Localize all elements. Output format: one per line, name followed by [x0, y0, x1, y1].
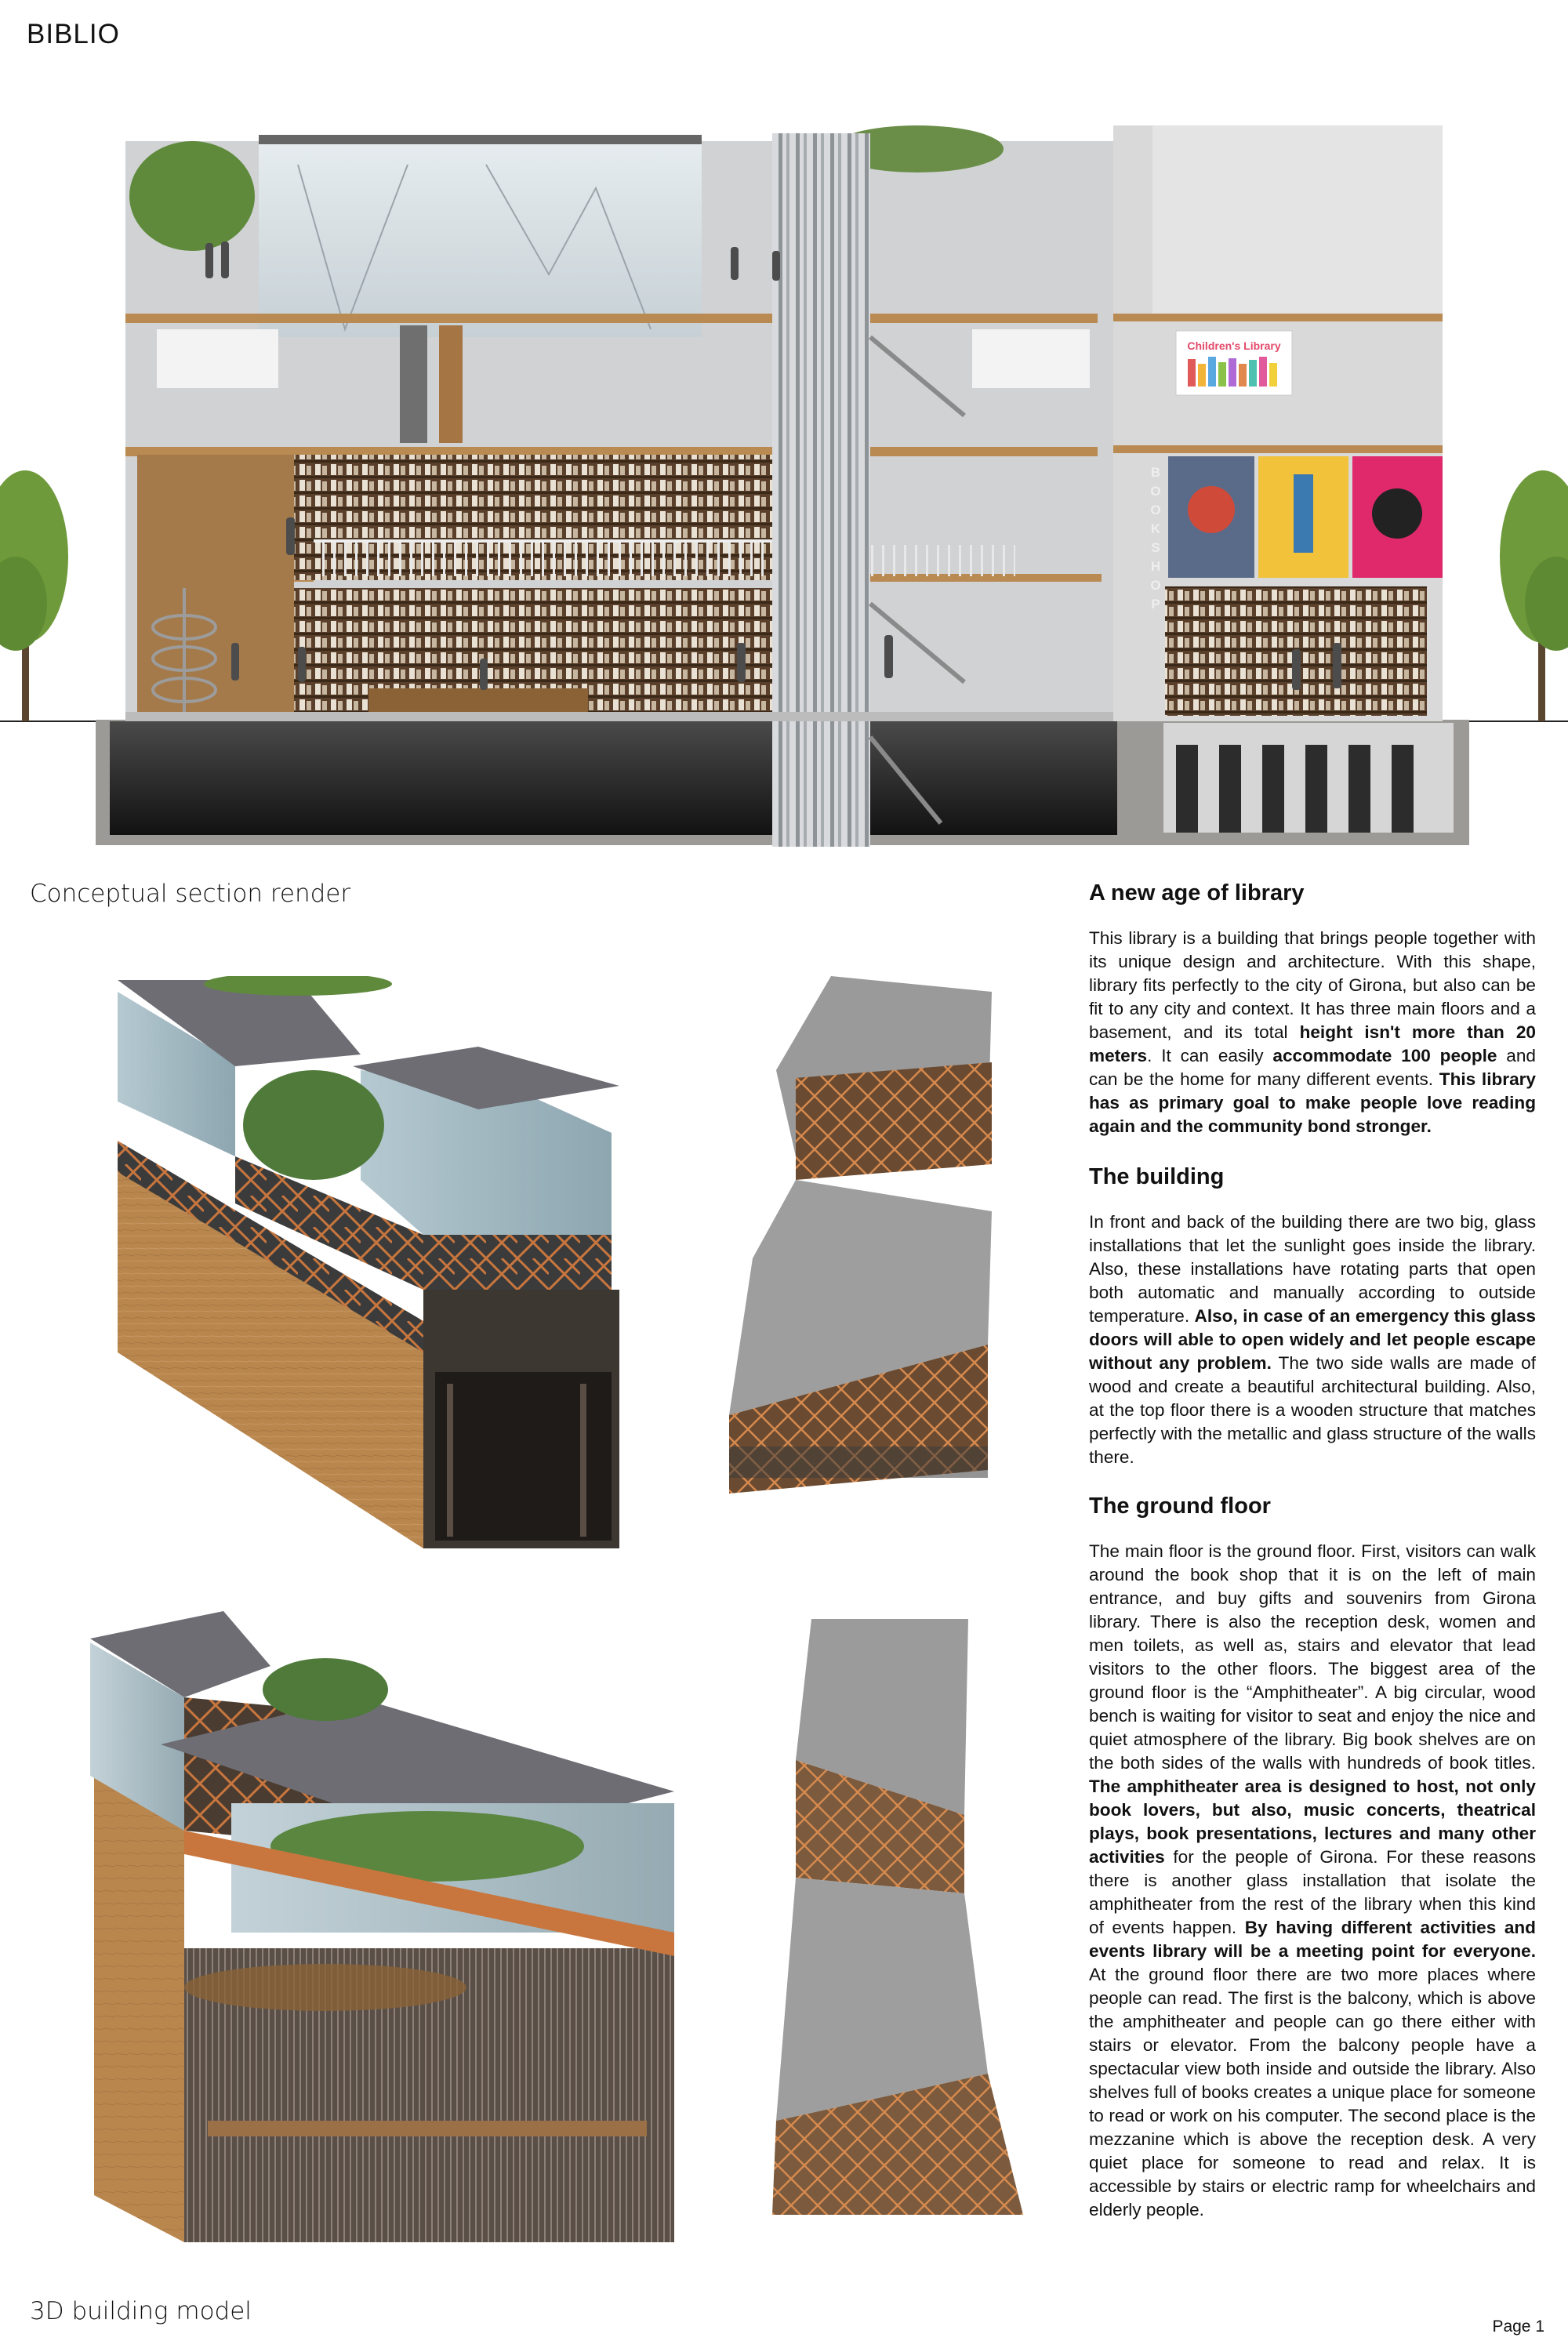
article-section-1 — [1089, 880, 1536, 1138]
section-heading: The ground floor — [1089, 1494, 1271, 1519]
section-body: In front and back of the building there are two big, glass installations that let the sunlight goes inside the library. Also, these installations have rotating parts that open both automatic and manually according to outside temperature. Also, in case of an emergency this glass doors will able to open widely and let people escape without any problem. The two side walls are made of wood and create a beautiful architectural building. Also, at the top floor there is a wooden structure that matches perfectly with the metallic and glass structure of the walls there. — [1089, 1212, 1536, 1467]
svg-text:S: S — [1151, 540, 1160, 555]
section-render — [0, 118, 1568, 855]
page-title: BIBLIO — [27, 19, 120, 49]
section-heading: A new age of library — [1089, 880, 1305, 906]
slab-3 — [125, 314, 1098, 323]
article-section-3 — [1089, 1494, 1536, 2222]
tree-right-icon — [1500, 470, 1568, 721]
section-caption: Conceptual section render — [30, 880, 351, 908]
left-wood-wall — [137, 455, 294, 713]
section-body: This library is a building that brings people together with its unique design and architecture. With this shape, library fits perfectly to the city of Girona, but also can be fit to any city and context. It has three main floors and a basement, and its total height isn't more than 20 meters. It can easily accommodate 100 people and can be the home for many different events. This library has as primary goal to make people love reading again and the community bond stronger. — [1089, 928, 1536, 1136]
page-number: Page 1 — [1492, 2318, 1544, 2336]
svg-text:B: B — [1150, 465, 1161, 480]
svg-text:K: K — [1150, 521, 1161, 536]
article-section-2 — [1089, 1164, 1536, 1469]
vertical-bar-tower — [772, 133, 870, 847]
svg-text:O: O — [1150, 578, 1161, 593]
model-view-bottom-left — [90, 1611, 686, 2242]
ground-floor-slab — [125, 712, 1113, 721]
balcony-railing — [314, 541, 776, 576]
model-view-top-left — [110, 976, 659, 1548]
model-caption: 3D building model — [30, 2297, 252, 2325]
childrens-library-label: Children's Library — [1187, 339, 1281, 352]
svg-text:O: O — [1150, 503, 1161, 517]
svg-text:H: H — [1150, 559, 1161, 574]
basement-void — [110, 721, 1117, 835]
amphitheater-bench — [368, 688, 588, 712]
plant-upper-left — [129, 141, 255, 251]
model-plan-bottom-right — [764, 1619, 1031, 2215]
section-body: The main floor is the ground floor. First, visitors can walk around the book shop that it is on the left of main entrance, and buy gifts and souvenirs from Girona library. There is also the reception desk, women and men toilets, as well as, stairs and elevator that lead visitors to the other floors. The biggest area of the ground floor is the “Amphitheater”. A big circular, wood bench is waiting for visitor to seat and enjoy the nice and quiet atmosphere of the library. Big book shelves are on the both sides of the walls with hundreds of book titles. The amphitheater area is designed to host, not only book lovers, but also, music concerts, theatrical plays, book presentations, lectures and many other activities for the people of Girona. For these reasons there is another glass installation that isolate the amphitheater from the rest of the library when this kind of events happen. By having different activities and events library will be a meeting point for everyone. At the ground floor there are two more places where people can read. The first is the balcony, which is above the amphitheater and people can go there either with stairs or elevator. From the balcony people have a spectacular view both inside and outside the library. Also shelves full of books creates a unique place for someone to read or work on his computer. The second place is the mezzanine which is above the reception desk. A very quiet place for someone to read and relax. It is accessible by stairs or electric ramp for wheelchairs and elderly people. — [1089, 1541, 1536, 2220]
svg-text:O: O — [1150, 484, 1161, 499]
section-heading: The building — [1089, 1164, 1225, 1189]
wood-side-wall — [94, 1768, 184, 2242]
top-glass-volume — [259, 141, 702, 337]
greenery-back — [263, 1658, 388, 1721]
tree-left-icon — [0, 470, 68, 721]
svg-text:P: P — [1151, 597, 1160, 612]
model-plan-top-right — [721, 976, 1004, 1494]
rooftop-greenery — [243, 1070, 384, 1180]
